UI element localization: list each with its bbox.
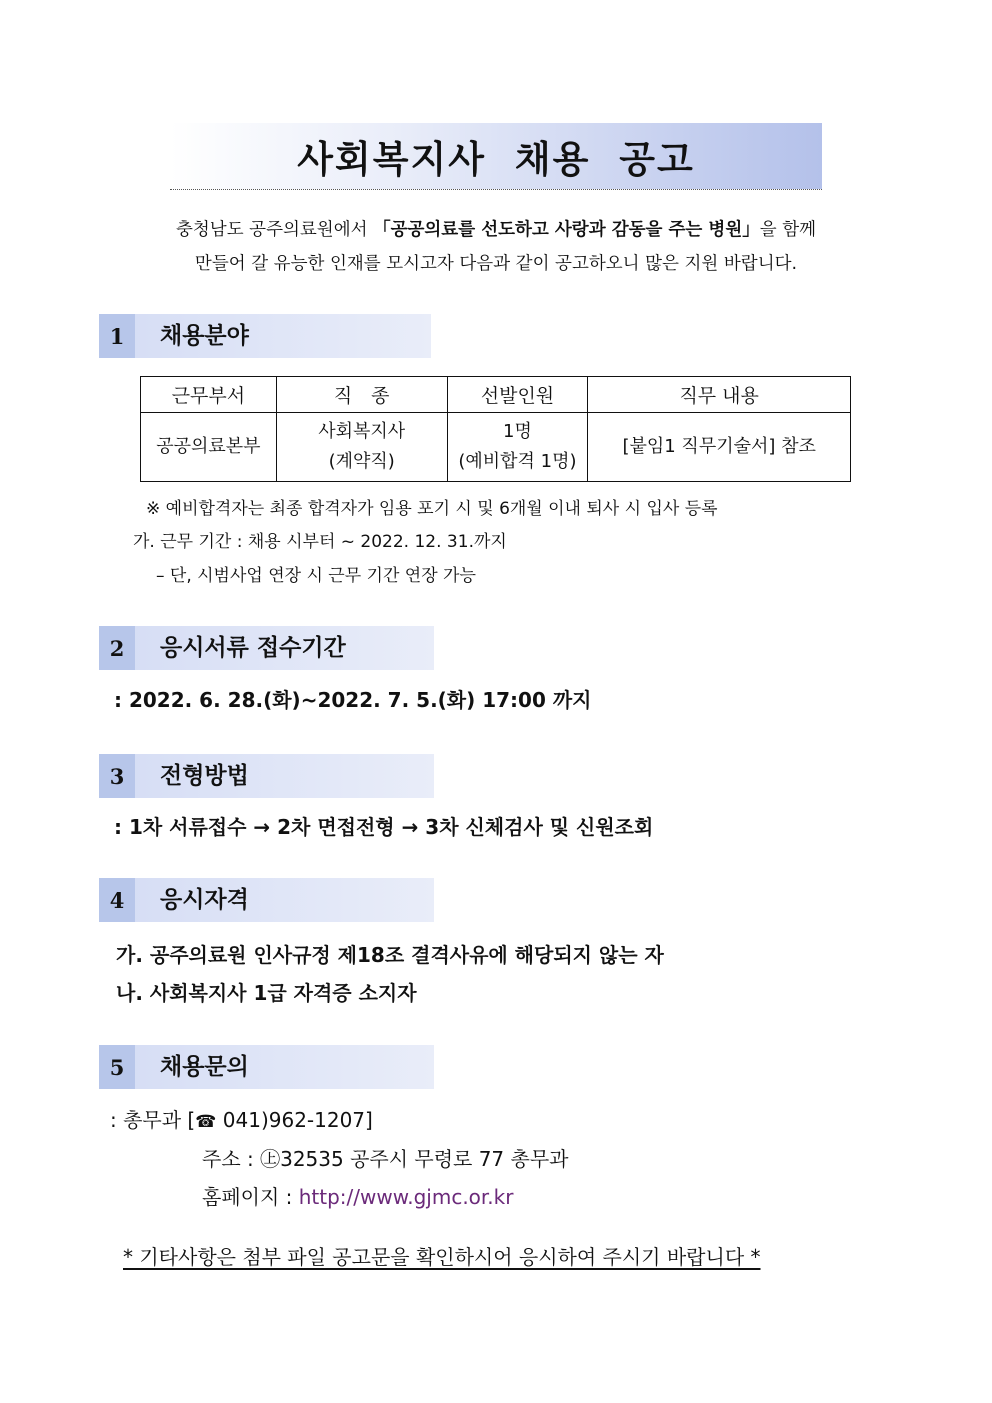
table-header: 직무 내용 [588,377,851,413]
section-number: 1 [99,314,135,358]
qualification-item: 가. 공주의료원 인사규정 제18조 결격사유에 해당되지 않는 자 [116,943,664,967]
contact-address: 주소 : ㊤32535 공주시 무령로 77 총무과 [202,1147,569,1171]
reserve-note: ※ 예비합격자는 최종 합격자가 임용 포기 시 및 6개월 이내 퇴사 시 입사 등록 [146,499,718,519]
table-cell-duty: [붙임1 직무기술서] 참조 [588,413,851,482]
section-number: 3 [99,754,135,798]
phone-number: 041)962-1207] [216,1108,373,1132]
table-header: 근무부서 [141,377,277,413]
section-title: 채용문의 [160,1053,249,1080]
table-cell-type [276,413,447,482]
period-extension: – 단, 시범사업 연장 시 근무 기간 연장 가능 [156,566,476,586]
section-title: 채용분야 [160,322,249,349]
homepage-label: 홈페이지 : [202,1185,299,1209]
intro-text-end: 을 함께 [759,220,817,240]
contact-phone [110,1104,373,1133]
intro-text: 충청남도 공주의료원에서 [175,220,374,240]
job-type: 사회복지사 [318,421,406,442]
section-title: 응시서류 접수기간 [160,634,346,661]
hire-count: 1명 [503,421,532,442]
section-number: 5 [99,1045,135,1089]
contact-homepage [202,1181,513,1210]
section-header-3 [99,754,434,798]
title-underline [170,189,822,190]
section-title: 응시자격 [160,886,249,913]
homepage-link[interactable]: http://www.gjmc.or.kr [298,1185,514,1209]
section-header-4 [99,878,434,922]
title-banner [170,123,822,189]
job-contract: (계약직) [328,451,395,472]
page-title: 사회복지사 채용 공고 [297,138,695,181]
intro-line-1 [100,213,892,247]
qualification-item: 나. 사회복지사 1급 자격증 소지자 [116,981,417,1005]
table-header: 선발인원 [447,377,588,413]
table-header: 직 종 [276,377,447,413]
work-period: 가. 근무 기간 : 채용 시부터 ~ 2022. 12. 31.까지 [133,532,507,552]
section-header-1 [99,314,431,358]
section-number: 2 [99,626,135,670]
section-number: 4 [99,878,135,922]
intro-slogan: 「공공의료를 선도하고 사랑과 감동을 주는 병원」 [373,220,760,240]
section-title: 전형방법 [160,762,249,789]
contact-dept: : 총무과 [ [110,1108,196,1132]
table-header-row [141,377,851,413]
section-header-2 [99,626,434,670]
footer-note: * 기타사항은 첨부 파일 공고문을 확인하시어 응시하여 주시기 바랍니다 * [123,1245,761,1269]
table-row [141,413,851,482]
reserve-count: (예비합격 1명) [458,451,577,472]
table-cell-dept: 공공의료본부 [141,413,277,482]
section-header-5 [99,1045,434,1089]
phone-icon: ☎ [195,1112,217,1132]
intro-line-2: 만들어 갈 유능한 인재를 모시고자 다음과 같이 공고하오니 많은 지원 바랍니다. [194,254,798,274]
selection-process: : 1차 서류접수 → 2차 면접전형 → 3차 신체검사 및 신원조회 [114,815,654,839]
application-period: : 2022. 6. 28.(화)~2022. 7. 5.(화) 17:00 까지 [114,688,592,712]
recruitment-table [140,376,851,482]
table-cell-count [447,413,588,482]
